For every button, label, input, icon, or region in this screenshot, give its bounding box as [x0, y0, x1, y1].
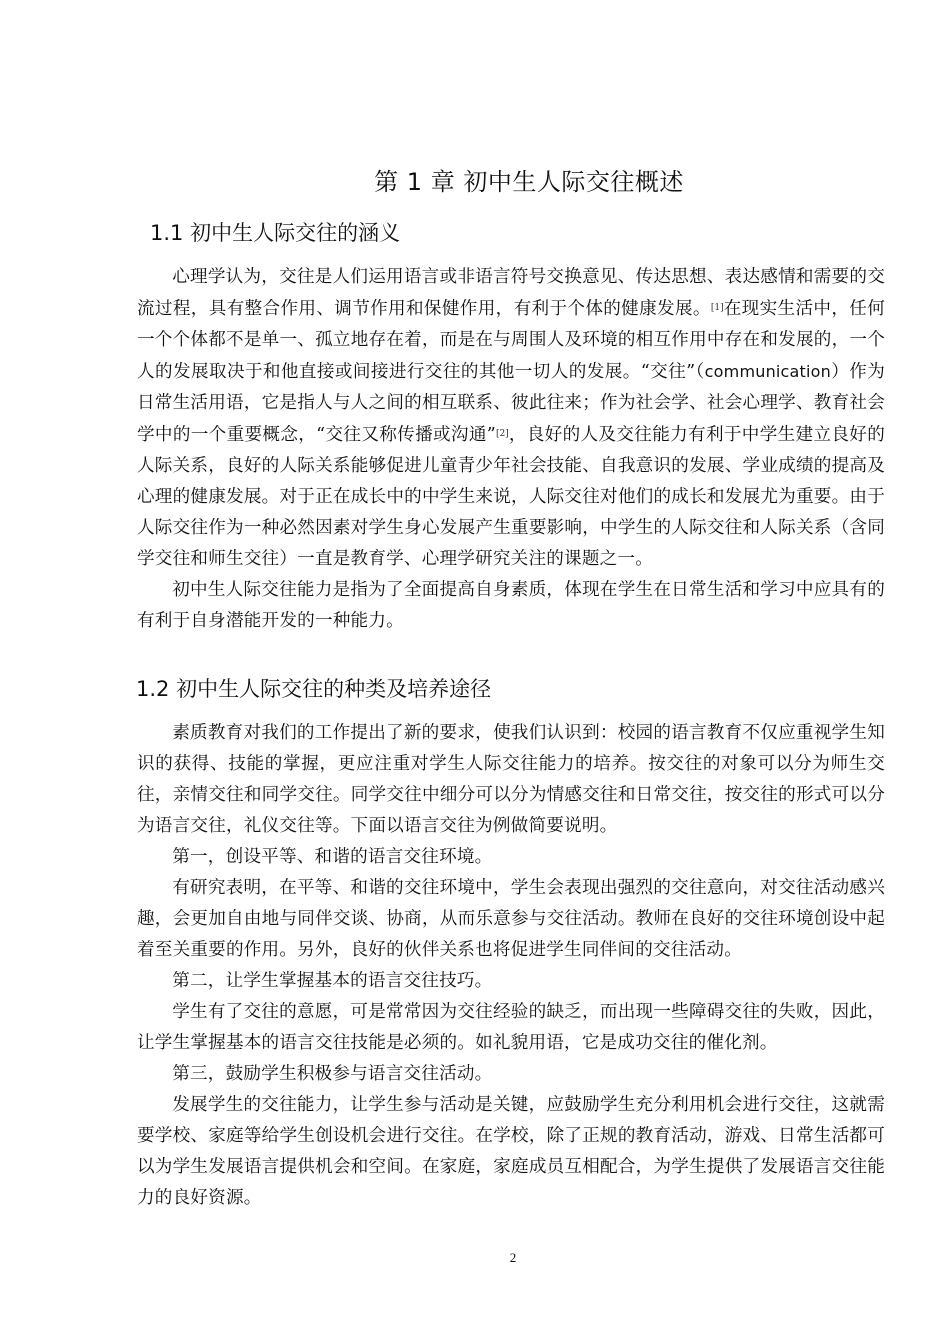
paragraph: 发展学生的交往能力，让学生参与活动是关键，应鼓励学生充分利用机会进行交往，这就需要学校、家庭等给学生创设机会进行交往。在学校，除了正规的教育活动，游戏、日常生活都可以为学生发展语言提供机会和空间。在家庭，家庭成员互相配合，为学生提供了发展语言交往能力的良好资源。 [137, 1095, 885, 1208]
paragraph: 第一，创设平等、和谐的语言交往环境。 [172, 847, 493, 867]
paragraph: 有研究表明，在平等、和谐的交往环境中，学生会表现出强烈的交往意向，对交往活动感兴趣，会更加自由地与同伴交谈、协商，从而乐意参与交往活动。教师在良好的交往环境创设中起着至关重要的作用。另外，良好的伙伴关系也将促进学生同伴间的交往活动。 [137, 878, 885, 960]
section-1-1-body [137, 262, 885, 637]
paragraph-text: ，良好的人及交往能力有利于中学生建立良好的人际关系，良好的人际关系能够促进儿童青少年社会技能、自我意识的发展、学业成绩的提高及心理的健康发展。对于正在成长中的中学生来说，人际交往对他们的成长和发展尤为重要。由于人际交往作为一种必然因素对学生身心发展产生重要影响，中学生的人际交往和人际关系（含同学交往和师生交往）一直是教育学、心理学研究关注的课题之一。 [137, 425, 885, 569]
paragraph: 素质教育对我们的工作提出了新的要求，使我们认识到：校园的语言教育不仅应重视学生知识的获得、技能的掌握，更应注重对学生人际交往能力的培养。按交往的对象可以分为师生交往，亲情交往和同学交往。同学交往中细分可以分为情感交往和日常交往，按交往的形式可以分为语言交往，礼仪交往等。下面以语言交往为例做简要说明。 [137, 723, 885, 836]
section-heading-1-1: 1.1 初中生人际交往的涵义 [150, 221, 401, 245]
page-number: 2 [509, 1250, 517, 1265]
paragraph-text: 在现实生活中，任何一个个体都不是单一、孤立地存在着，而是在与周围人及环境的相互作用中存在和发展的，一个人的发展取决于和他直接或间接进行交往的其他一切人的发展。“交往”（ [137, 299, 885, 382]
section-1-2-body [137, 718, 885, 1214]
paragraph: 第二，让学生掌握基本的语言交往技巧。 [172, 971, 493, 991]
section-heading-1-2: 1.2 初中生人际交往的种类及培养途径 [136, 677, 492, 701]
paragraph-text: 心理学认为，交往是人们运用语言或非语言符号交换意见、传达思想、表达感情和需要的交流过程，具有整合作用、调节作用和保健作用，有利于个体的健康发展。 [137, 267, 885, 319]
latin-term: communication [704, 362, 832, 381]
citation-marker: [1] [710, 303, 724, 313]
paragraph [137, 262, 885, 575]
paragraph: 初中生人际交往能力是指为了全面提高自身素质，体现在学生在日常生活和学习中应具有的有利于自身潜能开发的一种能力。 [137, 580, 885, 631]
citation-marker: [2] [495, 429, 509, 439]
paragraph-text: ）作为日常生活用语，它是指人与人之间的相互联系、彼此往来；作为社会学、社会心理学、教育社会学中的一个重要概念，“交往又称传播或沟通” [137, 362, 885, 445]
paragraph: 学生有了交往的意愿，可是常常因为交往经验的缺乏，而出现一些障碍交往的失败，因此，让学生掌握基本的语言交往技能是必须的。如礼貌用语，它是成功交往的催化剂。 [137, 1002, 885, 1053]
paragraph: 第三，鼓励学生积极参与语言交往活动。 [172, 1064, 493, 1084]
chapter-title: 第 1 章 初中生人际交往概述 [374, 168, 684, 196]
